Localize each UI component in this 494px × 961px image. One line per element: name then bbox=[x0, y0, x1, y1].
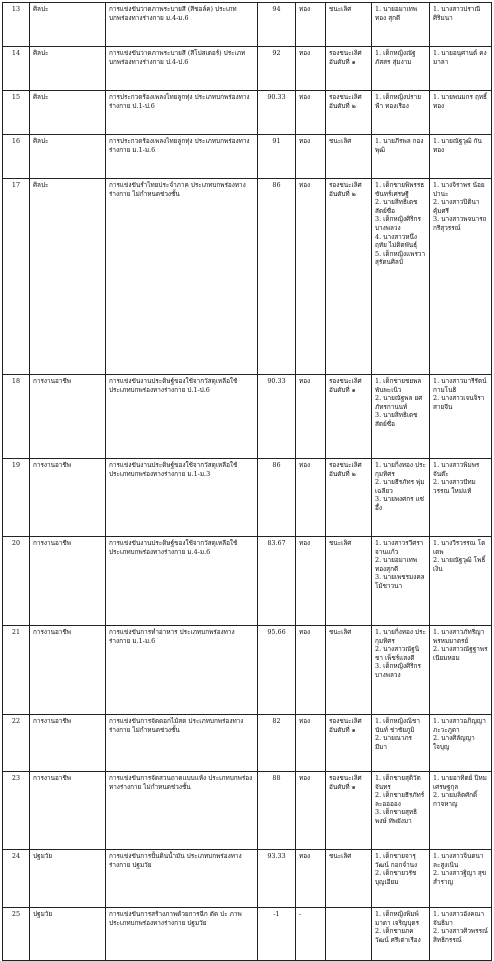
medal-cell: ทอง bbox=[296, 91, 326, 135]
table-row bbox=[3, 772, 492, 850]
row-number: 23 bbox=[3, 772, 30, 850]
student-name: 1. เด็กหญิงณิชานันท์ ช่าชัยภูมิ bbox=[375, 717, 420, 734]
category-cell: ปฐมวัย bbox=[30, 908, 106, 961]
teachers-cell bbox=[430, 459, 492, 537]
medal-cell: ทอง bbox=[296, 626, 326, 715]
teacher-name: 1. นางสาวมารีรัตน์ กามโนธิ bbox=[433, 377, 487, 394]
row-number: 13 bbox=[3, 3, 30, 47]
student-name: 1. นายอมาเทพ ทอง สุกดี bbox=[375, 5, 418, 22]
table-row bbox=[3, 459, 492, 537]
score-cell: 86 bbox=[258, 179, 296, 375]
score-cell: 86 bbox=[258, 459, 296, 537]
students-cell bbox=[372, 375, 430, 459]
category-cell: ศิลปะ bbox=[30, 47, 106, 91]
student-name: 3. เด็กหญิงศิริกร บางพลวง bbox=[375, 662, 421, 679]
teachers-cell bbox=[430, 135, 492, 179]
category-cell: ปฐมวัย bbox=[30, 850, 106, 908]
teachers-cell bbox=[430, 772, 492, 850]
student-name: 1. เด็กชายชยพล พันพะเนิว bbox=[375, 377, 422, 394]
student-name: 1. เด็กหญิงพิมพ์มาดา เจริญบุตร bbox=[375, 910, 420, 927]
category-cell: การงานอาชีพ bbox=[30, 772, 106, 850]
medal-cell: ทอง bbox=[296, 715, 326, 772]
category-cell: ศิลปะ bbox=[30, 179, 106, 375]
category-cell: การงานอาชีพ bbox=[30, 537, 106, 626]
teachers-cell bbox=[430, 715, 492, 772]
row-number: 22 bbox=[3, 715, 30, 772]
medal-cell: - bbox=[296, 908, 326, 961]
student-name: 2. นายณาภร มีมา bbox=[375, 734, 412, 751]
teachers-cell bbox=[430, 3, 492, 47]
teacher-name: 1. นายณัฐวุฒิ กันทอง bbox=[433, 137, 482, 154]
students-cell bbox=[372, 908, 430, 961]
teachers-cell bbox=[430, 47, 492, 91]
score-cell: -1 bbox=[258, 908, 296, 961]
medal-cell: ทอง bbox=[296, 375, 326, 459]
teachers-cell bbox=[430, 91, 492, 135]
row-number: 15 bbox=[3, 91, 30, 135]
medal-cell: ทอง bbox=[296, 47, 326, 91]
row-number: 19 bbox=[3, 459, 30, 537]
result-cell: รองชนะเลิศอันดับที่ ๑ bbox=[326, 375, 372, 459]
row-number: 20 bbox=[3, 537, 30, 626]
teacher-name: 1. นายอนุศานต์ คงมาลา bbox=[433, 49, 487, 66]
student-name: 2. นายอมาเทพ ทองสุกดี bbox=[375, 556, 418, 573]
student-name: 2. นางสาวณัฐนิชา เพ็ชร์แสงดี bbox=[375, 645, 420, 662]
teacher-name: 1. นางสาวพิมพร จันต๊ะ bbox=[433, 461, 480, 478]
students-cell bbox=[372, 459, 430, 537]
teacher-name: 1. นางจิราพร น้อยปานะ bbox=[433, 181, 485, 198]
teacher-name: 1. นางสาวจินตนา ละสูงเนิน bbox=[433, 852, 484, 869]
result-cell: ชนะเลิศ bbox=[326, 626, 372, 715]
teacher-name: 1. นางสาวภัทรีญา พรหมมาตรย์ bbox=[433, 628, 485, 645]
row-number: 18 bbox=[3, 375, 30, 459]
event-cell: การแข่งขันการปั้นดินน้ำมัน ประเภทบกพร่องทางร่างกาย ปฐมวัย bbox=[106, 850, 258, 908]
result-cell: ชนะเลิศ bbox=[326, 135, 372, 179]
result-cell: ชนะเลิศ bbox=[326, 850, 372, 908]
student-name: 1. เด็กหญิงณัฐภัสสร สุ่มงาม bbox=[375, 49, 416, 66]
students-cell bbox=[372, 135, 430, 179]
row-number: 17 bbox=[3, 179, 30, 375]
teacher-name: 1. นายพนมกร ฤทธิ์ทอง bbox=[433, 93, 487, 110]
score-cell: 90.33 bbox=[258, 91, 296, 135]
result-cell: รองชนะเลิศอันดับที่ ๑ bbox=[326, 772, 372, 850]
table-row bbox=[3, 850, 492, 908]
teacher-name: 2. นางศิลัญญา ใจบุญ bbox=[433, 734, 475, 751]
medal-cell: ทอง bbox=[296, 179, 326, 375]
results-table bbox=[2, 2, 492, 961]
student-name: 2. นายณัฐพล ยศภัทรกานนท์ bbox=[375, 394, 423, 411]
category-cell: การงานอาชีพ bbox=[30, 459, 106, 537]
result-cell: ชนะเลิศ bbox=[326, 3, 372, 47]
score-cell: 91 bbox=[258, 135, 296, 179]
teachers-cell bbox=[430, 626, 492, 715]
students-cell bbox=[372, 626, 430, 715]
row-number: 16 bbox=[3, 135, 30, 179]
event-cell: การแข่งขันงานประดิษฐ์ของใช้จากวัสดุเหลือใช้ ประเภทบกพร่องทางร่างกาย ป.1-ป.6 bbox=[106, 375, 258, 459]
student-name: 3. นายเพชรมงคล โม้ชาวนา bbox=[375, 573, 425, 590]
event-cell: การแข่งขันรำไทยประจำภาค ประเภทบกพร่องทางร่างกาย ไม่กำหนดช่วงชั้น bbox=[106, 179, 258, 375]
score-cell: 90.33 bbox=[258, 375, 296, 459]
student-name: 1. นายกิ่งทอง ประกุมทิศร bbox=[375, 461, 426, 478]
table-row bbox=[3, 908, 492, 961]
category-cell: การงานอาชีพ bbox=[30, 375, 106, 459]
medal-cell: ทอง bbox=[296, 850, 326, 908]
medal-cell: ทอง bbox=[296, 772, 326, 850]
teacher-name: 2. นางสาวศิวพรรณ์ สิทธิกรรณ์ bbox=[433, 927, 488, 944]
row-number: 25 bbox=[3, 908, 30, 961]
students-cell bbox=[372, 850, 430, 908]
teacher-name: 1. นางสาวอภิญญา ภะวะภูตา bbox=[433, 717, 486, 734]
student-name: 1. เด็กชายพิพรรธ ขันทร์เศรษฐี bbox=[375, 181, 425, 198]
students-cell bbox=[372, 715, 430, 772]
event-cell: การแข่งขันการจัดดอกไม้สด ประเภทบกพร่องทางร่างกาย ไม่กำหนดช่วงชั้น bbox=[106, 715, 258, 772]
result-cell: รองชนะเลิศอันดับที่ ๒ bbox=[326, 91, 372, 135]
teachers-cell bbox=[430, 850, 492, 908]
teachers-cell bbox=[430, 908, 492, 961]
event-cell: การแข่งขันงานประดิษฐ์ของใช้จากวัสดุเหลือใช้ ประเภทบกพร่องทางร่างกาย ม.1-ม.3 bbox=[106, 459, 258, 537]
category-cell: ศิลปะ bbox=[30, 91, 106, 135]
teacher-name: 2. นางสาวเจนจิรา สายจีน bbox=[433, 394, 485, 411]
table-row bbox=[3, 179, 492, 375]
result-cell: รองชนะเลิศอันดับที่ ๑ bbox=[326, 47, 372, 91]
students-cell bbox=[372, 772, 430, 850]
event-cell: การประกวดร้องเพลงไทยลูกทุ่ง ประเภทบกพร่องทางร่างกาย ม.1-ม.6 bbox=[106, 135, 258, 179]
event-cell: การแข่งขันการสร้างภาพด้วยการฉีก ตัด ปะ ภาพ ประเภทบกพร่องทางร่างกาย ปฐมวัย bbox=[106, 908, 258, 961]
row-number: 24 bbox=[3, 850, 30, 908]
student-name: 2. นายธีรภัทร พุ่มเฉลียว bbox=[375, 478, 425, 495]
category-cell: ศิลปะ bbox=[30, 3, 106, 47]
teacher-name: 2. นางสาวณัฐฐาพร เนียมหอม bbox=[433, 645, 488, 662]
student-name: 1. เด็กชายสุติวัต จันทร bbox=[375, 774, 421, 791]
table-row bbox=[3, 375, 492, 459]
score-cell: 82 bbox=[258, 715, 296, 772]
result-cell: รองชนะเลิศอันดับที่ ๒ bbox=[326, 179, 372, 375]
student-name: 2. เด็กชายธีรภัทร์ ละออออง bbox=[375, 791, 425, 808]
student-name: 3. นายพงศกร แซ่อึ้ง bbox=[375, 495, 425, 512]
student-name: 1. นายภีรพล กองพุฒิ bbox=[375, 137, 424, 154]
score-cell: 94 bbox=[258, 3, 296, 47]
student-name: 3. เด็กชายสุทธิพงษ์ ทัพยังมา bbox=[375, 808, 418, 825]
student-name: 2. เด็กชายวรัช บุญเอียม bbox=[375, 869, 417, 886]
score-cell: 92 bbox=[258, 47, 296, 91]
table-row bbox=[3, 626, 492, 715]
teacher-name: 1. นางสาวปราณี ศิริมนา bbox=[433, 5, 481, 22]
teachers-cell bbox=[430, 179, 492, 375]
medal-cell: ทอง bbox=[296, 3, 326, 47]
teacher-name: 2. นางสาวปิตินา คุ้มศรี bbox=[433, 198, 480, 215]
score-cell: 95.66 bbox=[258, 626, 296, 715]
student-name: 3. เด็กหญิงศิริกร บางพลวง bbox=[375, 215, 421, 232]
teacher-name: 2. นางสาวฐิญา สุขสำราญ bbox=[433, 869, 487, 886]
teachers-cell bbox=[430, 375, 492, 459]
students-cell bbox=[372, 3, 430, 47]
student-name: 1. เด็กหญิงปรายฟ้า ทองเรือง bbox=[375, 93, 421, 110]
category-cell: การงานอาชีพ bbox=[30, 715, 106, 772]
teacher-name: 2. นางสาวปัทมวรรณ ใหม่แท้ bbox=[433, 478, 476, 495]
student-name: 1. นางสาวรวีศรา จานแก้ว bbox=[375, 539, 424, 556]
score-cell: 83.67 bbox=[258, 537, 296, 626]
students-cell bbox=[372, 47, 430, 91]
event-cell: การประกวดร้องเพลงไทยลูกทุ่ง ประเภทบกพร่องทางร่างกาย ป.1-ป.6 bbox=[106, 91, 258, 135]
student-name: 1. เด็กชายจารุวัฒน์ กอกจำนง bbox=[375, 852, 418, 869]
event-cell: การแข่งขันวาดภาพระบายสี (สีชอล์ค) ประเภทบกพร่องทางร่างกาย ม.4-ม.6 bbox=[106, 3, 258, 47]
result-cell: ชนะเลิศ bbox=[326, 537, 372, 626]
result-cell: รองชนะเลิศอันดับที่ ๒ bbox=[326, 459, 372, 537]
teachers-cell bbox=[430, 537, 492, 626]
table-row bbox=[3, 47, 492, 91]
medal-cell: ทอง bbox=[296, 135, 326, 179]
event-cell: การแข่งขันการทำอาหาร ประเภทบกพร่องทางร่างกาย ม.1-ม.6 bbox=[106, 626, 258, 715]
row-number: 21 bbox=[3, 626, 30, 715]
students-cell bbox=[372, 91, 430, 135]
table-row bbox=[3, 91, 492, 135]
event-cell: การแข่งขันวาดภาพระบายสี (สีโปสเตอร์) ประเภทบกพร่องทางร่างกาย ป.4-ป.6 bbox=[106, 47, 258, 91]
teacher-name: 2. นายณัฐวุฒิ โพธิ์เงิน bbox=[433, 556, 486, 573]
medal-cell: ทอง bbox=[296, 459, 326, 537]
student-name: 5. เด็กหญิงแพรวา สุรัตนศิลป์ bbox=[375, 249, 426, 267]
category-cell: การงานอาชีพ bbox=[30, 626, 106, 715]
student-name: 1. นายกิ่งทอง ประกุมทิศร bbox=[375, 628, 426, 645]
event-cell: การแข่งขันการจัดสวนถาดแบบแห้ง ประเภทบกพร่องทางร่างกาย ไม่กำหนดช่วงชั้น bbox=[106, 772, 258, 850]
teacher-name: 3. นางสาวพจนารถ กรีสุวรรณ์ bbox=[433, 215, 487, 232]
student-name: 2. นายสิทธิเดช สัตย์ซื่อ bbox=[375, 198, 418, 215]
teacher-name: 1. นายอาทิตย์ ปิหมเศรษฐกุล bbox=[433, 774, 487, 791]
teacher-name: 1. นางวีรวรรณ โตเตพ bbox=[433, 539, 486, 556]
score-cell: 93.33 bbox=[258, 850, 296, 908]
teacher-name: 1. นางสาวอังคณา จันธิมา bbox=[433, 910, 485, 927]
category-cell: ศิลปะ bbox=[30, 135, 106, 179]
students-cell bbox=[372, 179, 430, 375]
table-row bbox=[3, 537, 492, 626]
table-row bbox=[3, 3, 492, 47]
event-cell: การแข่งขันงานประดิษฐ์ของใช้จากวัสดุเหลือใช้ ประเภทบกพร่องทางร่างกาย ม.4-ม.6 bbox=[106, 537, 258, 626]
results-table-body bbox=[3, 3, 492, 961]
student-name: 3. นายสิทธิเดช สัตย์ซื่อ bbox=[375, 411, 418, 428]
students-cell bbox=[372, 537, 430, 626]
student-name: 2. เด็กชายภควัฒน์ ศรีเต่าเรือง bbox=[375, 927, 421, 944]
medal-cell: ทอง bbox=[296, 537, 326, 626]
row-number: 14 bbox=[3, 47, 30, 91]
teacher-name: 2. นายมลิตศักดิ์ กาจหาญ bbox=[433, 791, 478, 808]
result-cell: รองชนะเลิศอันดับที่ ๑ bbox=[326, 715, 372, 772]
table-row bbox=[3, 715, 492, 772]
score-cell: 88 bbox=[258, 772, 296, 850]
table-row bbox=[3, 135, 492, 179]
student-name: 4. นางสาวหนึ่งฤทัย ไม่ติดพันธุ์ bbox=[375, 232, 418, 250]
result-cell bbox=[326, 908, 372, 961]
